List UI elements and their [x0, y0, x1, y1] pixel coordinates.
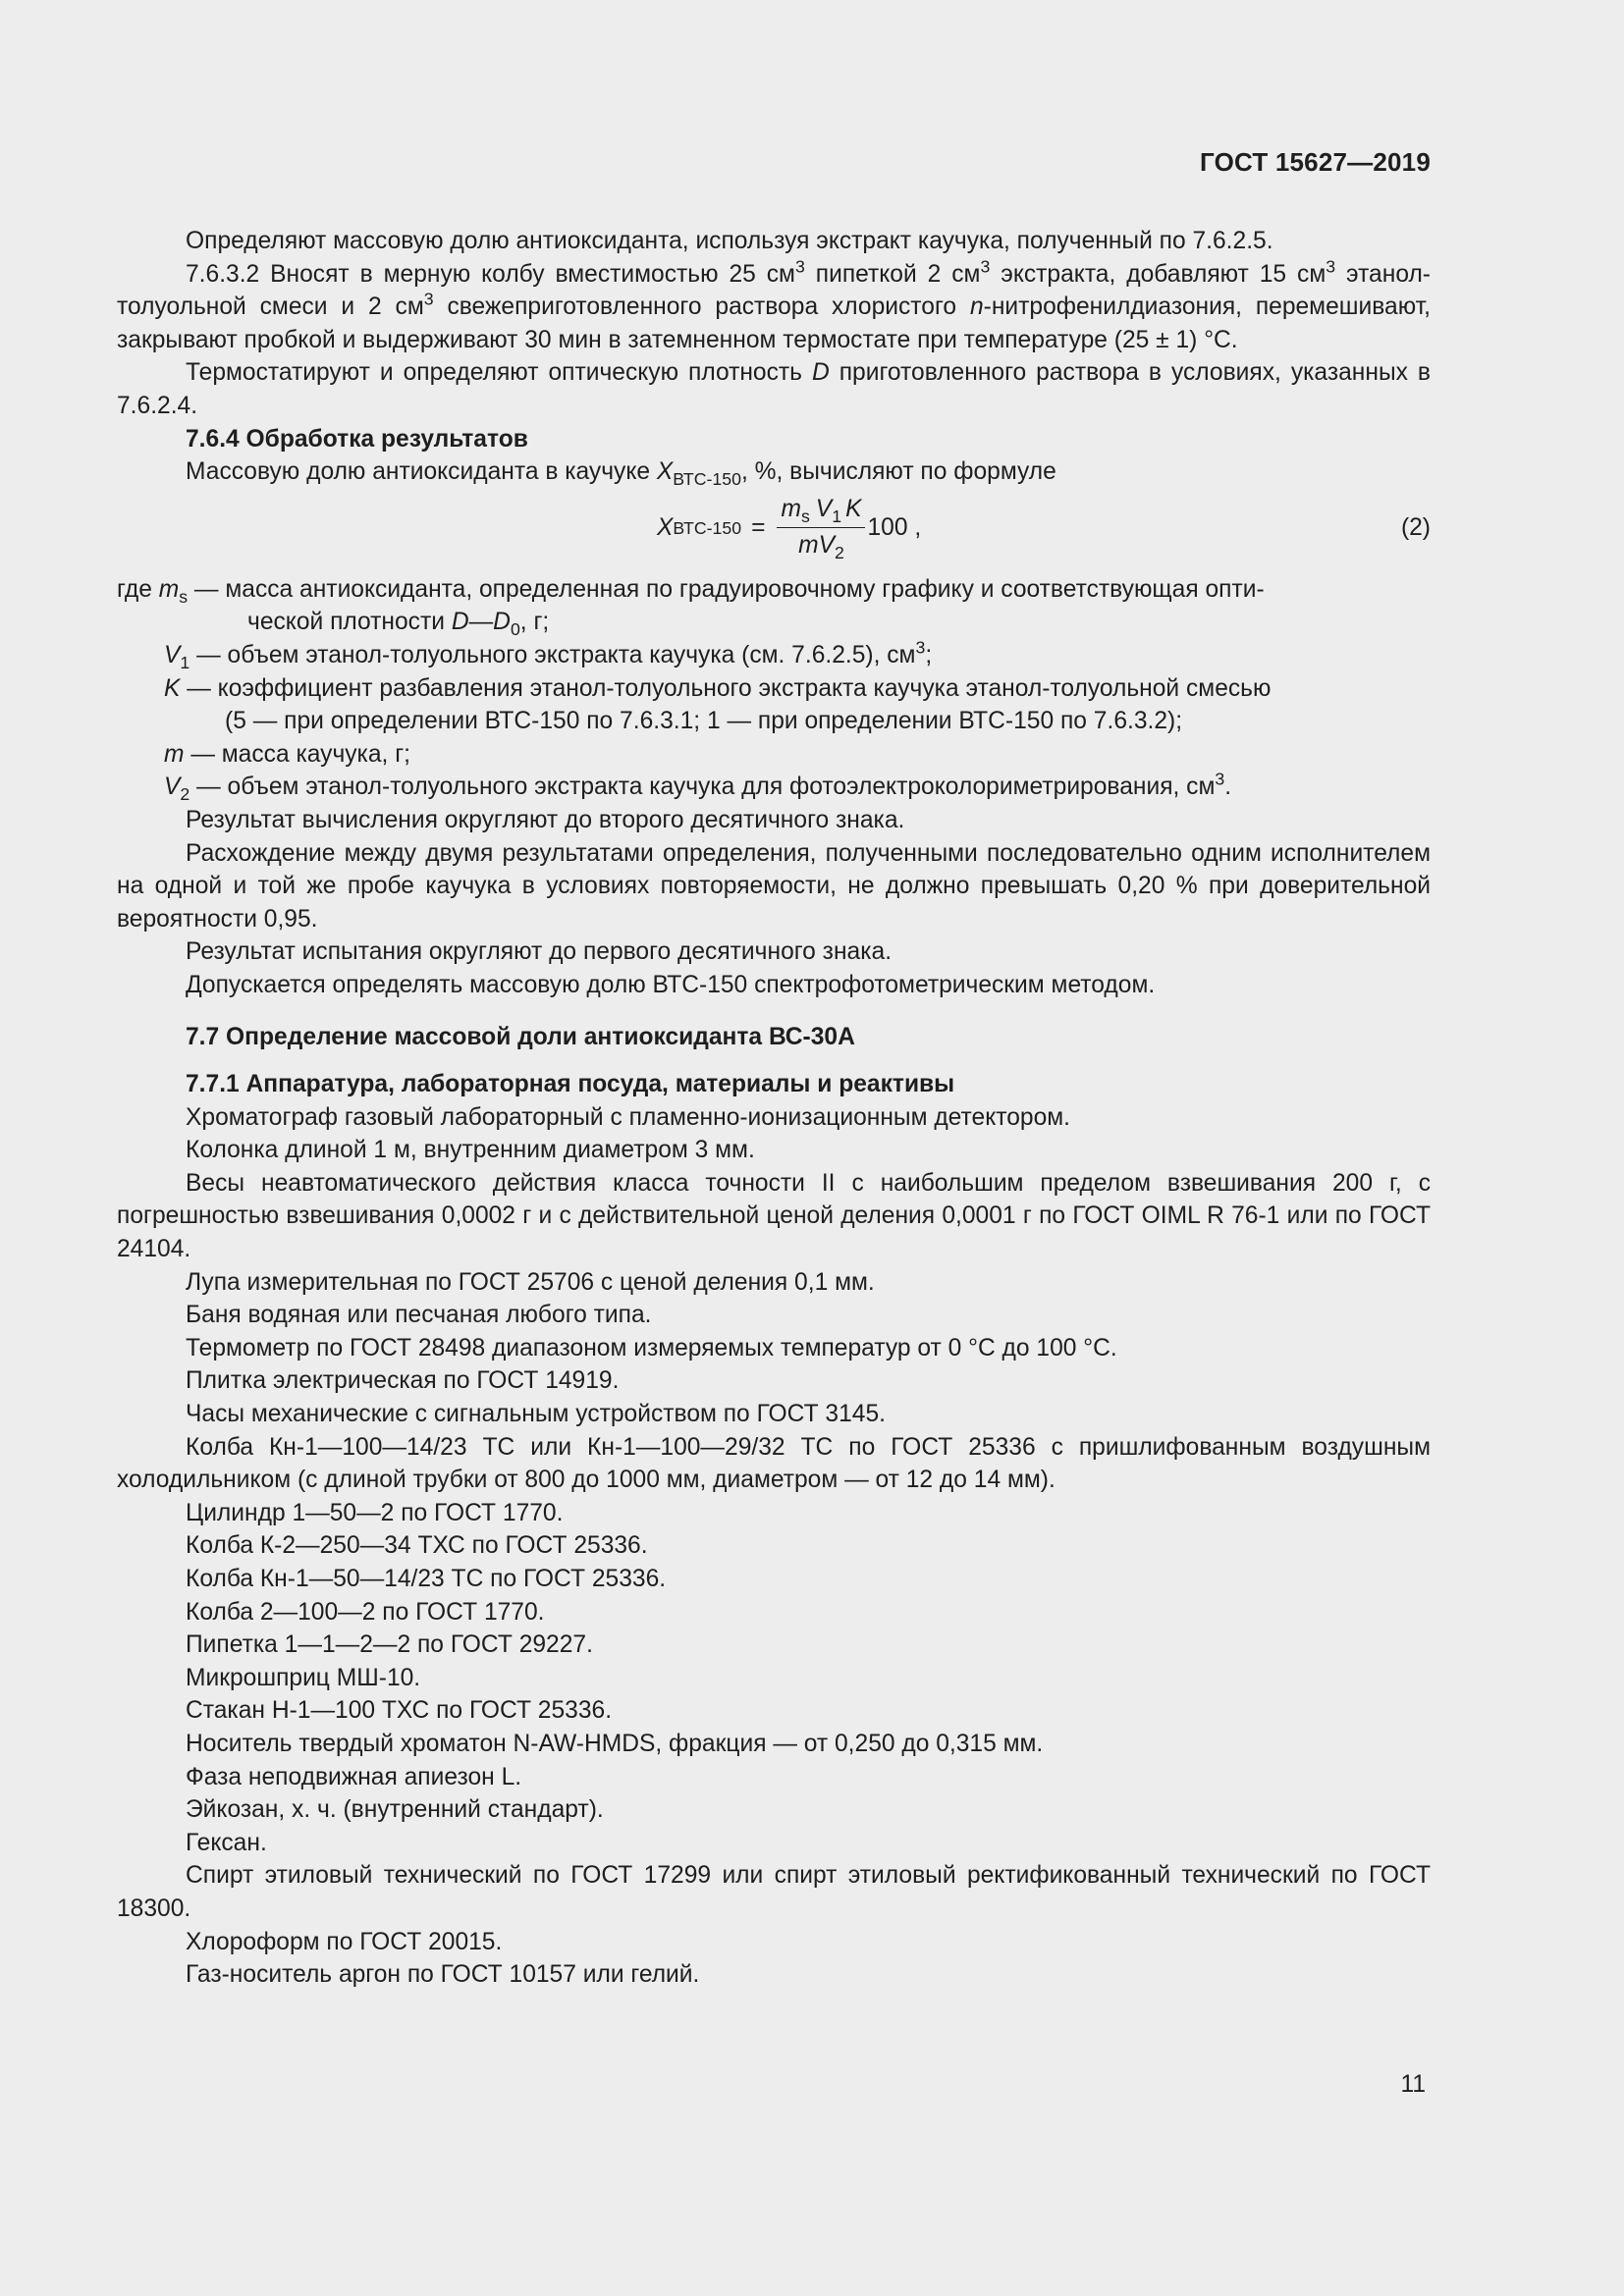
definition-v2: $V_2$ — объем этанол-толуольного экстракта каучука для фотоэлектроколориметрирования, $см^3$. — [164, 769, 1232, 805]
list-item: Цилиндр 1—50—2 по ГОСТ 1770. — [186, 1499, 564, 1526]
definition-k: K — коэффициент разбавления этанол-толуольного экстракта каучука этанол-толуольной смесью — [164, 674, 1272, 702]
list-item: Газ-носитель аргон по ГОСТ 10157 или гелий. — [186, 1961, 700, 1989]
list-item: Спирт этиловый технический по ГОСТ 17299 или спирт этиловый ректификованный технический по ГОСТ 18300. — [117, 1862, 1431, 1922]
paragraph: Результат испытания округляют до первого десятичного знака. — [186, 938, 893, 966]
list-item: Весы неавтоматического действия класса точности II с наибольшим пределом взвешивания 200 г, с погрешностью взвешивания 0,0002 г и с действительной ценой деления 0,0001 г по ГОСТ OIML R 76-1 или по ГОСТ 24104. — [117, 1169, 1431, 1263]
list-item: Хлороформ по ГОСТ 20015. — [186, 1928, 503, 1955]
formula-number: (2) — [1400, 513, 1431, 541]
list-item: Хроматограф газовый лабораторный с пламенно-ионизационным детектором. — [186, 1103, 1071, 1131]
list-item: Часы механические с сигнальным устройством по ГОСТ 3145. — [186, 1401, 886, 1427]
definition-k-cont: (5 — при определении ВТС-150 по 7.6.3.1; 1 — при определении ВТС-150 по 7.6.3.2); — [225, 708, 1183, 735]
list-item: Пипетка 1—1—2—2 по ГОСТ 29227. — [186, 1631, 593, 1659]
list-item: Эйкозан, х. ч. (внутренний стандарт). — [186, 1796, 604, 1824]
formula-2 — [117, 493, 1431, 563]
paragraph: Результат вычисления округляют до второго десятичного знака. — [186, 806, 905, 833]
document-body — [117, 225, 1431, 1992]
list-item: Колонка длиной 1 м, внутренним диаметром 3 мм. — [186, 1137, 755, 1164]
list-item: Фаза неподвижная апиезон L. — [186, 1763, 522, 1790]
list-item: Стакан Н-1—100 ТХС по ГОСТ 25336. — [186, 1697, 613, 1725]
section-heading-7-7-1: 7.7.1 Аппаратура, лабораторная посуда, материалы и реактивы — [186, 1071, 955, 1098]
section-heading-7-7: 7.7 Определение массовой доли антиоксиданта ВС-30А — [186, 1024, 855, 1051]
definition-v1: $V_1$ — объем этанол-толуольного экстракта каучука (см. 7.6.2.5), $см^3$; — [164, 637, 933, 673]
list-item: Колба Кн-1—50—14/23 ТС по ГОСТ 25336. — [186, 1565, 667, 1592]
formula-expression: X ВТС-150 = $\frac{m_s V_1 K}{mV_2}$ 100 , — [657, 496, 922, 563]
list-item: Плитка электрическая по ГОСТ 14919. — [186, 1367, 620, 1395]
paragraph: Расхождение между двумя результатами определения, полученными последовательно одним исполнителем на одной и той же пробе каучука в условиях повторяемости, не должно превышать 0,20 % при доверительной вероятности 0,95. — [117, 839, 1431, 933]
standard-header: ГОСТ 15627—2019 — [1200, 147, 1431, 177]
definition-m: m — масса каучука, г; — [164, 740, 411, 768]
list-item: Гексан. — [186, 1829, 267, 1856]
definition-ms-cont: ческой плотности $D—D_0$, г; — [247, 609, 550, 640]
list-item: Баня водяная или песчаная любого типа. — [186, 1302, 652, 1329]
paragraph: Определяют массовую долю антиоксиданта, используя экстракт каучука, полученный по 7.6.2.5. — [186, 228, 1273, 254]
formula-fraction: $\frac{m_s V_1 K}{mV_2}$ — [777, 495, 865, 561]
paragraph-7-6-3-2: 7.6.3.2 Вносят в мерную колбу вместимостью 25 $см^3$ пипеткой 2 $см^3$ экстракта, добавляют 15 $см^3$ этанол-толуольной смеси и 2 $см^3$ свежеприготовленного раствора хлористого n-нитрофенилдиазония, перемешивают, закрывают пробкой и выдерживают 30 мин в затемненном термостате при температуре (25 ± 1) °С. — [117, 255, 1431, 353]
section-heading-7-6-4: 7.6.4 Обработка результатов — [186, 425, 528, 453]
list-item: Лупа измерительная по ГОСТ 25706 с ценой деления 0,1 мм. — [186, 1268, 875, 1296]
paragraph: Допускается определять массовую долю ВТС-150 спектрофотометрическим методом. — [186, 971, 1156, 998]
list-item: Термометр по ГОСТ 28498 диапазоном измеряемых температур от 0 °С до 100 °С. — [186, 1334, 1117, 1362]
paragraph: Термостатируют и определяют оптическую плотность D приготовленного раствора в условиях, указанных в 7.6.2.4. — [117, 359, 1431, 419]
definition-ms: где $m_s$ — масса антиоксиданта, определенная по градуировочному графику и соответствующая опти- — [117, 575, 1265, 607]
paragraph: Массовую долю антиоксиданта в каучуке $X_{ВТС-150}$, %, вычисляют по формуле — [186, 458, 1056, 490]
list-item: Колба К-2—250—34 ТХС по ГОСТ 25336. — [186, 1532, 648, 1560]
list-item: Колба Кн-1—100—14/23 ТС или Кн-1—100—29/32 ТС по ГОСТ 25336 с пришлифованным воздушным холодильником (с длиной трубки от 800 до 1000 мм, диаметром — от 12 до 14 мм). — [117, 1433, 1431, 1494]
list-item: Микрошприц МШ-10. — [186, 1664, 421, 1691]
list-item: Колба 2—100—2 по ГОСТ 1770. — [186, 1598, 545, 1626]
page-number: 11 — [1400, 2071, 1426, 2098]
list-item: Носитель твердый хроматон N-AW-HMDS, фракция — от 0,250 до 0,315 мм. — [186, 1730, 1044, 1757]
